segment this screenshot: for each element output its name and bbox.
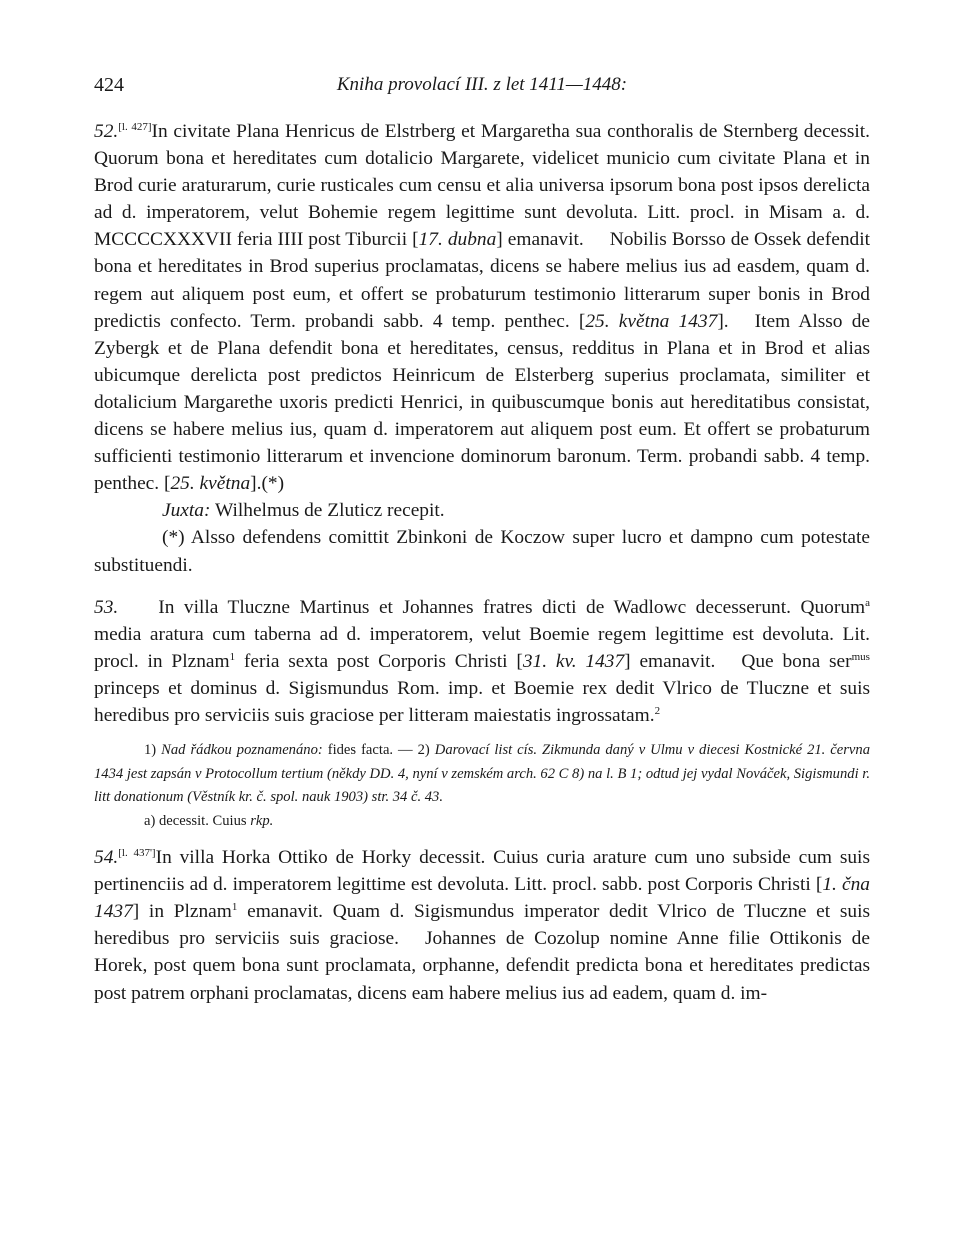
- entry-text: media aratura cum taberna ad d. imperatorem, velut Boemie regem legittime est devoluta. Lit. procl. in Plznam: [94, 623, 870, 672]
- footnote-marker: a): [144, 812, 156, 829]
- footnote-marker: 1: [231, 901, 238, 914]
- entry-number: 53.: [94, 596, 119, 618]
- date-annotation: 31. kv. 1437: [522, 650, 625, 672]
- page-body: [94, 118, 870, 1007]
- entry-53-paragraph: [94, 594, 870, 729]
- entry-text: Johannes de Cozolup nomine Anne filie Ottikonis de Horek, post quem bona sunt proclamata, orphanne, defendit predicta bona et hereditates predictas post patrem orphani proclamatas, dicens eam habere melius ius ad eadem, quam d. im-: [94, 928, 870, 1004]
- footnote-text: Nad řádkou poznamenáno:: [156, 742, 328, 759]
- footnote-text: decessit. Cuius: [155, 812, 251, 829]
- entry-text: emanavit. Quam d. Sigismundus imperator dedit Vlrico de Tluczne et suis heredibus pro serviciis suis graciose.: [94, 901, 871, 950]
- entry-text: feria sexta post Corporis Christi [: [235, 650, 523, 672]
- footnote-marker: 2: [654, 704, 661, 717]
- folio-reference: [l. 437']: [118, 847, 156, 860]
- entry-text: ] in Plznam: [132, 901, 232, 923]
- entry-text: ].: [717, 310, 729, 332]
- juxta-label: Juxta:: [162, 500, 211, 522]
- entry-text: In villa Horka Ottiko de Horky decessit. Cuius curia arature cum uno subside cum suis pertinenciis ad d. imperatorem legittime est devoluta. Litt. procl. sabb. post Corporis Christi [: [94, 847, 870, 896]
- juxta-line: [94, 497, 870, 524]
- date-annotation: 25. května 1437: [585, 310, 718, 332]
- footnote-text: rkp.: [250, 812, 274, 829]
- page-number: 424: [94, 74, 124, 96]
- footnote-marker: 1): [144, 742, 157, 759]
- entry-text: In civitate Plana Henricus de Elstrberg et Margaretha sua conthoralis de Sternberg decessit. Quorum bona et hereditates cum dotalicio Margarete, videlicet municio cum civitate Plana et in Brod curie araturarum, curie rusticales cum censu et alia universa ipsorum bona post ipsos derelicta ad d. imperatorem, velut Bohemie regem legittime sunt devoluta. Litt. procl. in Misam a. d. MCCCCXXXVII feria IIII post Tiburcii [: [94, 121, 870, 251]
- footnote: [94, 810, 870, 834]
- entry-text: Nobilis Borsso de Ossek defendit bona et hereditates in Brod superius proclamatas, dicens se habere melius ius ad easdem, quam d. regem aut aliquem post eum, et offert se probaturum testimonio litterarum super bonis in Brod predictis confecto. Term. probandi sabb. 4 temp. penthec. [: [94, 229, 870, 332]
- entry-number: 54.: [94, 847, 119, 869]
- entry-text: princeps et dominus d. Sigismundus Rom. imp. et Boemie rex dedit Vlrico de Tluczne et suis heredibus pro serviciis suis graciose per litteram maiestatis ingrossatam.: [94, 677, 870, 726]
- footnote-text: Darovací list cís. Zikmunda daný v Ulmu v diecesi Kostnické 21. června 1434 jest zapsán v Protocollum tertium (někdy DD. 4, nyní v zemském arch. 62 C 8) na l. B 1; odtud jej vydal Nováček, Sigismundi r. litt donationum (Věstník kr. č. spol. nauk 1903) str. 34 č. 43.: [94, 742, 871, 806]
- date-annotation: 1. čna 1437: [94, 874, 870, 923]
- entry-text: In villa Tluczne Martinus et Johannes fratres dicti de Wadlowc decesserunt. Quorum: [158, 596, 866, 618]
- footnote-text: fides facta. —: [327, 742, 418, 759]
- footnote-marker: a: [865, 596, 870, 609]
- page-header: [94, 74, 870, 104]
- date-annotation: 25. května: [170, 473, 251, 495]
- footnotes-block: [94, 739, 870, 833]
- running-title: Kniha provolací III. z let 1411—1448:: [336, 74, 628, 95]
- entry-text: ] emanavit.: [496, 229, 584, 251]
- entry-54-paragraph: [94, 844, 870, 1007]
- folio-reference: [l. 427]: [118, 121, 152, 133]
- footnote: [94, 739, 870, 810]
- superscript-abbreviation: mus: [851, 650, 870, 663]
- footnote-marker: 2): [417, 742, 430, 759]
- entry-text: ] emanavit.: [624, 650, 716, 672]
- entry-text: Item Alsso de Zybergk et de Plana defendit bona et hereditates, census, redditus in Plana et in Brod et alias ubicumque derelicta post predictos Heinricum de Elsterberg superius proclamata, similiter et dotalicium Margarethe uxoris predicti Henrici, in quibuscumque bonis aut hereditatibus consistat, dicens se habere melius ius, quam d. imperatorem aut aliquem post eum. Et offert se probaturum sufficienti testimonio litterarum et invencione dominorum baronum. Term. probandi sabb. 4 temp. penthec. [: [94, 310, 870, 495]
- juxta-text: Wilhelmus de Zluticz recepit.: [210, 500, 445, 522]
- entry-number: 52.: [94, 121, 119, 142]
- entry-text: Que bona ser: [741, 650, 852, 672]
- entry-52-note: (*) Alsso defendens comittit Zbinkoni de Koczow super lucro et dampno cum potestate substituendi.: [94, 527, 870, 576]
- entry-text: ].(*): [250, 473, 285, 495]
- footnote-marker: 1: [229, 650, 236, 663]
- entry-52-paragraph: [94, 118, 870, 497]
- date-annotation: 17. dubna: [418, 229, 497, 251]
